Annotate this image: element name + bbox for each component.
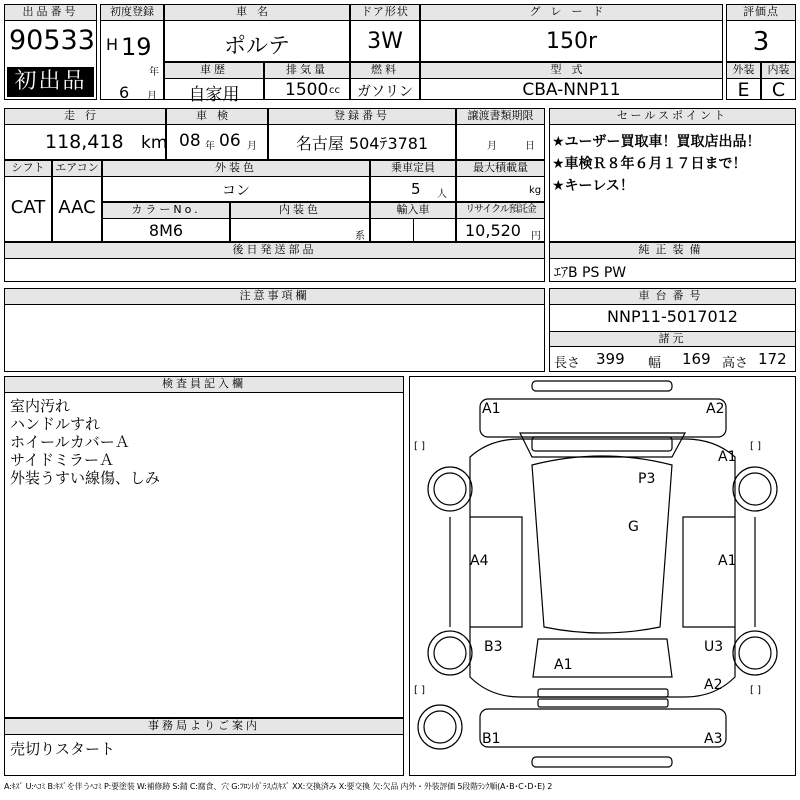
- car-outline-diagram: [410, 377, 795, 775]
- model-code-box: [420, 62, 723, 100]
- dims-height: 172: [758, 350, 787, 368]
- dims-length-label: 長さ: [554, 356, 581, 371]
- score-value: 3: [752, 27, 770, 57]
- office-header: 事務局よりご案内: [5, 719, 403, 735]
- shift-header: シフト: [5, 161, 51, 177]
- aircon-value: AAC: [58, 197, 96, 218]
- mileage-unit: km: [141, 133, 168, 153]
- lot-header: 出品番号: [5, 5, 96, 21]
- bracket-right-bottom: [ ]: [750, 685, 761, 696]
- first-reg-year: 19: [121, 33, 152, 61]
- dims-width: 169: [682, 350, 711, 368]
- first-reg-header: 初度登録: [101, 5, 163, 21]
- damage-mark: G: [628, 519, 639, 535]
- ext-color-value: コン: [222, 183, 250, 199]
- fuel-value: ガソリン: [357, 84, 413, 100]
- grade-header: グレード: [421, 5, 722, 21]
- color-no-value: 8M6: [148, 221, 184, 240]
- doors-header: ドア形状: [351, 5, 419, 21]
- sales-point-line: ★キーレス！: [552, 178, 634, 194]
- int-color-header: 内装色: [231, 203, 369, 219]
- capacity-header: 乗車定員: [371, 161, 455, 177]
- sales-point-line: ★ユーザー買取車！買取店出品！: [552, 134, 761, 150]
- damage-mark: A1: [554, 657, 573, 673]
- displacement-value: 1500: [285, 80, 329, 100]
- dims-header: 諸元: [550, 331, 795, 347]
- later-parts-header: 後日発送部品: [5, 243, 544, 259]
- first-reg-month-unit: 月: [147, 91, 157, 102]
- lot-number: 90533: [9, 25, 95, 56]
- recycle-value: 10,520: [465, 221, 521, 240]
- dims-length: 399: [596, 350, 625, 368]
- car-name-box: [164, 4, 350, 62]
- recycle-header: リサイクル預託金: [457, 203, 544, 219]
- first-reg-box: [100, 4, 164, 100]
- shift-box: [4, 160, 52, 242]
- first-reg-era: H: [106, 35, 119, 54]
- transfer-box: [456, 108, 545, 160]
- fuel-box: [350, 62, 420, 100]
- legend: A:ｷｽﾞ U:ﾍｺﾐ B:ｷｽﾞを伴うﾍｺﾐ P:要塗装 W:補修跡 S:錆 C:腐食、穴 G:ﾌﾛﾝﾄｶﾞﾗｽ点ｷｽﾞ XX:交換済み X:要交換 欠:欠品 内外・外装評価 5段階ﾗﾝｸ順(A･B･C･D･E) 2: [4, 782, 553, 791]
- grade-box: [420, 4, 723, 62]
- notes-box: [4, 288, 545, 372]
- import-header: 輸入車: [371, 203, 455, 219]
- damage-mark: U3: [704, 639, 724, 655]
- ext-color-header: 外装色: [103, 161, 369, 177]
- chassis-header: 車台番号: [550, 289, 795, 305]
- recycle-unit: 円: [531, 231, 541, 242]
- max-load-box: [456, 160, 545, 202]
- int-color-unit: 系: [355, 231, 365, 242]
- chassis-box: [549, 288, 796, 372]
- color-no-box: [102, 202, 230, 242]
- damage-mark: B1: [482, 731, 501, 747]
- displacement-box: [264, 62, 350, 100]
- bracket-left-top: [ ]: [414, 441, 425, 452]
- exterior-score-header: 外装: [727, 63, 760, 79]
- model-code-header: 型式: [421, 63, 722, 79]
- history-box: [164, 62, 264, 105]
- history-header: 車歴: [165, 63, 263, 79]
- plate-value: 名古屋 504ﾃ3781: [295, 134, 429, 153]
- damage-mark: A2: [704, 677, 723, 693]
- sales-points-header: セールスポイント: [550, 109, 795, 125]
- equipment-value: ｴｱB PS PW: [554, 265, 627, 281]
- shift-value: CAT: [10, 197, 46, 218]
- doors-box: [350, 4, 420, 62]
- inspector-line: サイドミラーＡ: [10, 451, 114, 469]
- doors-value: 3W: [367, 29, 403, 54]
- capacity-box: [370, 160, 456, 202]
- transfer-month-unit: 月: [487, 141, 497, 152]
- score-box: [726, 4, 796, 62]
- dims-height-label: 高さ: [722, 356, 749, 371]
- inspection-header: 車検: [167, 109, 267, 125]
- lot-box: [4, 4, 97, 100]
- chassis-value: NNP11-5017012: [607, 307, 738, 326]
- damage-mark: A1: [718, 553, 737, 569]
- first-reg-month: 6: [119, 83, 130, 102]
- inspector-line: ハンドルすれ: [10, 415, 101, 433]
- damage-mark: A2: [706, 401, 725, 417]
- damage-mark: P3: [638, 471, 656, 487]
- inspection-year-unit: 年: [205, 141, 215, 152]
- notes-header: 注意事項欄: [5, 289, 544, 305]
- inspection-box: [166, 108, 268, 160]
- inspector-line: 外装うすい線傷、しみ: [10, 469, 161, 487]
- color-no-header: カラーNo.: [103, 203, 229, 219]
- transfer-day-unit: 日: [525, 141, 535, 152]
- equipment-box: [549, 242, 796, 282]
- first-reg-year-unit: 年: [149, 67, 159, 78]
- mileage-box: [4, 108, 166, 160]
- inspector-line: ホイールカバーＡ: [10, 433, 130, 451]
- capacity-value: 5: [411, 180, 421, 198]
- inspection-month: 06: [219, 131, 241, 151]
- recycle-box: [456, 202, 545, 242]
- office-box: [4, 718, 404, 776]
- displacement-unit: cc: [329, 85, 340, 96]
- bracket-left-bottom: [ ]: [414, 685, 425, 696]
- damage-mark: A3: [704, 731, 723, 747]
- car-name-header: 車名: [165, 5, 349, 21]
- dims-width-label: 幅: [648, 356, 662, 371]
- bracket-right-top: [ ]: [750, 441, 761, 452]
- office-value: 売切りスタート: [10, 740, 116, 758]
- interior-score-box: [761, 62, 796, 100]
- inspector-box: [4, 376, 404, 718]
- max-load-unit: kg: [529, 185, 542, 196]
- damage-mark: A1: [718, 449, 737, 465]
- sales-points-box: [549, 108, 796, 242]
- interior-score-value: C: [771, 79, 786, 101]
- exterior-score-box: [726, 62, 761, 100]
- first-listing-badge: 初出品: [7, 67, 94, 97]
- fuel-header: 燃料: [351, 63, 419, 79]
- max-load-header: 最大積載量: [457, 161, 544, 177]
- import-divider: [413, 219, 414, 241]
- exterior-score-value: E: [737, 79, 750, 101]
- plate-box: [268, 108, 456, 160]
- inspector-header: 検査員記入欄: [5, 377, 403, 393]
- inspection-year: 08: [179, 131, 201, 151]
- sales-point-line: ★車検Ｒ８年６月１７日まで！: [552, 156, 747, 172]
- int-color-box: [230, 202, 370, 242]
- aircon-box: [52, 160, 102, 242]
- transfer-header: 譲渡書類期限: [457, 109, 544, 125]
- car-name-value: ポルテ: [223, 34, 290, 59]
- mileage-value: 118,418: [45, 131, 124, 153]
- equipment-header: 純正装備: [550, 243, 795, 259]
- displacement-header: 排気量: [265, 63, 349, 79]
- damage-mark: A1: [482, 401, 501, 417]
- import-box: [370, 202, 456, 242]
- damage-mark: B3: [484, 639, 503, 655]
- aircon-header: エアコン: [53, 161, 101, 177]
- capacity-unit: 人: [437, 189, 447, 200]
- history-value: 自家用: [188, 85, 240, 105]
- later-parts-box: [4, 242, 545, 282]
- score-header: 評価点: [727, 5, 795, 21]
- inspector-line: 室内汚れ: [10, 397, 71, 415]
- grade-value: 150r: [545, 29, 598, 54]
- interior-score-header: 内装: [762, 63, 795, 79]
- inspection-month-unit: 月: [247, 141, 257, 152]
- damage-mark: A4: [470, 553, 489, 569]
- model-code-value: CBA-NNP11: [522, 80, 621, 100]
- damage-diagram: [409, 376, 796, 776]
- mileage-header: 走行: [5, 109, 165, 125]
- ext-color-box: [102, 160, 370, 202]
- plate-header: 登録番号: [269, 109, 455, 125]
